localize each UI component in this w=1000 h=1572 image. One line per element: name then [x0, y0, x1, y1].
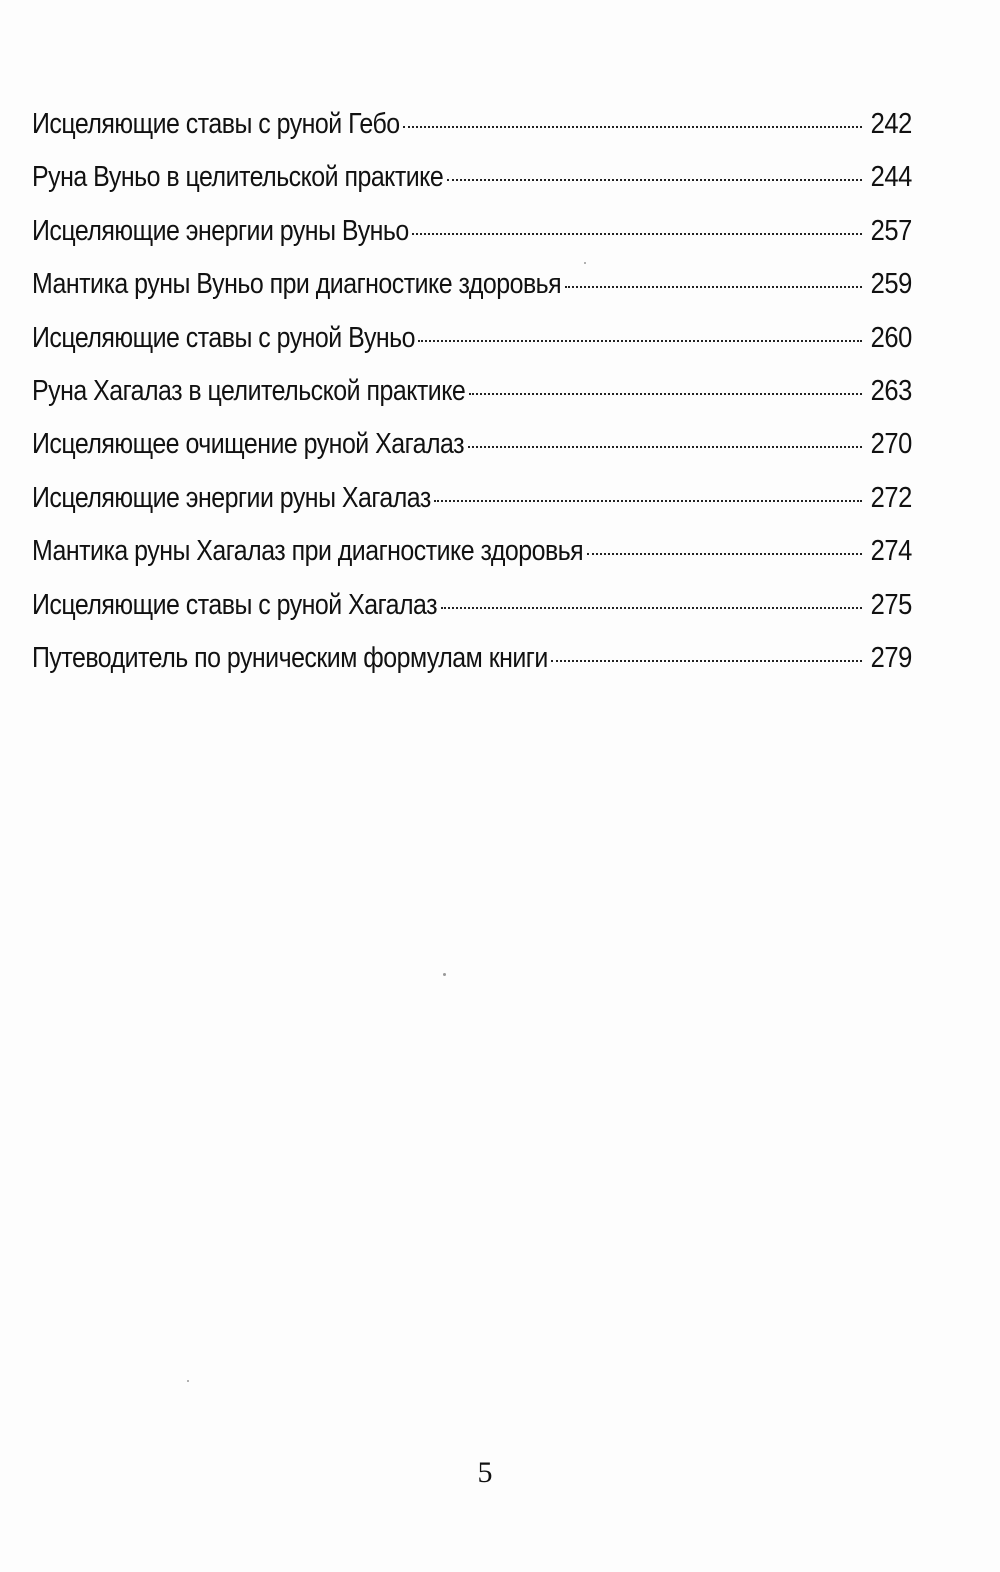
toc-entry-page: 270: [870, 428, 912, 461]
toc-entry-page: 260: [870, 321, 912, 354]
toc-entry: [32, 161, 912, 214]
scan-speck: [443, 973, 446, 976]
toc-entry: [32, 215, 912, 268]
toc-entry: [32, 535, 912, 588]
toc-entry-page: 275: [870, 588, 912, 621]
toc-entry-page: 242: [870, 108, 912, 140]
toc-leader-dots: [403, 126, 862, 128]
toc-entry-title: Исцеляющие ставы с руной Гебо: [32, 108, 400, 140]
toc-entry-title: Исцеляющие энергии руны Хагалаз: [32, 481, 431, 514]
toc-leader-dots: [447, 179, 862, 181]
toc-leader-dots: [565, 286, 862, 288]
toc-entry-title: Исцеляющие энергии руны Вуньо: [32, 214, 409, 247]
toc-entry-title: Мантика руны Хагалаз при диагностике здоровья: [32, 535, 584, 568]
toc-entry-page: 259: [870, 268, 912, 301]
page-number: 5: [477, 1456, 493, 1489]
toc-entry: [32, 268, 912, 321]
toc-leader-dots: [587, 553, 862, 555]
toc-leader-dots: [469, 393, 862, 395]
toc-entry: [32, 108, 912, 161]
toc-leader-dots: [418, 340, 862, 342]
toc-leader-dots: [441, 607, 862, 609]
toc-entry: [32, 375, 912, 428]
table-of-contents: [32, 108, 912, 695]
toc-entry-title: Мантика руны Вуньо при диагностике здоровья: [32, 268, 562, 301]
toc-entry-page: 263: [870, 374, 912, 407]
toc-leader-dots: [468, 446, 862, 448]
toc-entry-title: Путеводитель по руническим формулам книги: [32, 641, 548, 674]
toc-entry-title: Руна Вуньо в целительской практике: [32, 161, 444, 194]
toc-entry: [32, 482, 912, 535]
toc-entry-page: 274: [870, 535, 912, 568]
toc-entry-page: 279: [870, 641, 912, 674]
toc-leader-dots: [434, 500, 862, 502]
toc-entry: [32, 642, 912, 695]
toc-entry: [32, 428, 912, 481]
scan-speck: [187, 1380, 189, 1382]
toc-entry-title: Исцеляющие ставы с руной Вуньо: [32, 321, 415, 354]
toc-entry: [32, 589, 912, 642]
toc-leader-dots: [551, 660, 862, 662]
toc-entry-title: Исцеляющее очищение руной Хагалаз: [32, 428, 465, 461]
toc-entry-page: 244: [870, 161, 912, 194]
toc-leader-dots: [412, 233, 862, 235]
toc-entry-page: 272: [870, 481, 912, 514]
toc-entry: [32, 322, 912, 375]
scan-speck: [584, 262, 586, 264]
toc-entry-title: Руна Хагалаз в целительской практике: [32, 374, 466, 407]
toc-entry-title: Исцеляющие ставы с руной Хагалаз: [32, 588, 438, 621]
toc-entry-page: 257: [870, 214, 912, 247]
